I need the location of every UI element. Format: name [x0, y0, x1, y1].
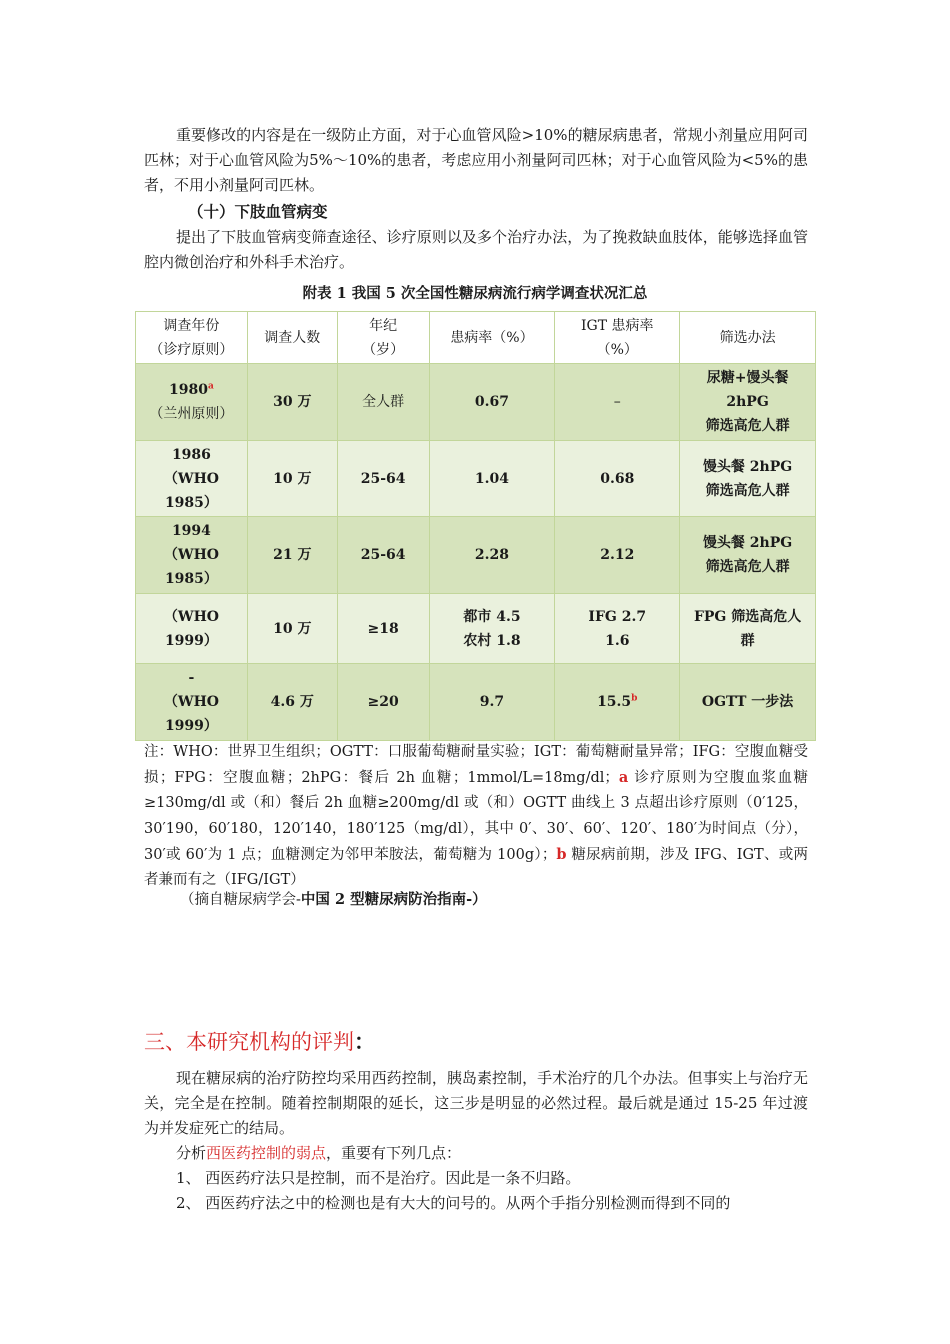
heading-lower-limb-vascular: （十）下肢血管病变: [188, 202, 328, 221]
note-mark-b: b: [556, 845, 567, 863]
section-title-evaluation: 三、本研究机构的评判：: [144, 1029, 375, 1054]
analysis-intro: 分析西医药控制的弱点，重要有下列几点：: [176, 1144, 462, 1162]
analysis-highlight: 西医药控制的弱点: [206, 1144, 327, 1162]
source-title: 中国 2 型糖尿病防治指南: [300, 891, 467, 908]
cell-year: 1994 （WHO 1985）: [136, 517, 248, 594]
header-prevalence: 患病率（%）: [429, 312, 555, 364]
table-note: [144, 740, 808, 893]
cell-igt: 0.68: [555, 441, 680, 517]
table-caption: 附表 1 我国 5 次全国性糖尿病流行病学调查状况汇总: [302, 285, 648, 302]
cell-prevalence: 都市 4.5 农村 1.8: [429, 594, 555, 664]
cell-age: 全人群: [337, 364, 429, 441]
cell-count: 30 万: [247, 364, 337, 441]
cell-method: OGTT 一步法: [680, 664, 816, 741]
cell-year: - （WHO 1999）: [136, 664, 248, 741]
table-header-row: [136, 312, 816, 364]
table-row: [136, 364, 816, 441]
table-row: [136, 664, 816, 741]
note-text: 注：WHO：世界卫生组织；OGTT：口服葡萄糖耐量实验；IGT：葡萄糖耐量异常；IFG：空腹血糖受损；FPG：空腹血糖；2hPG：餐后 2h 血糖；1mmol/L=18mg/dl；: [144, 744, 808, 787]
note-mark-a: a: [618, 769, 629, 787]
cell-year: （WHO 1999）: [136, 594, 248, 664]
header-age: 年纪 （岁）: [337, 312, 429, 364]
note-text: 糖尿病前期，涉及 IFG、IGT、或两者兼而有之（IFG/IGT）: [144, 846, 808, 889]
cell-count: 10 万: [247, 594, 337, 664]
paragraph-aspirin: 重要修改的内容是在一级防止方面，对于心血管风险>10%的糖尿病患者，常规小剂量应用阿司匹林；对于心血管风险为5%～10%的患者，考虑应用小剂量阿司匹林；对于心血管风险为<5%的患者，不用小剂量阿司匹林。: [144, 126, 808, 194]
survey-table: [135, 311, 816, 741]
source-citation: （摘自糖尿病学会-中国 2 型糖尿病防治指南-）: [180, 891, 487, 908]
note-text: 诊疗原则为空腹血浆血糖≥130mg/dl 或（和）餐后 2h 血糖≥200mg/dl 或（和）OGTT 曲线上 3 点超出诊疗原则（0′125，30′190，60′180，120′140，180′125（mg/dl），其中 0′、30′、60′、120′、180′为时间点（分），30′或 60′为 1 点；血糖测定为邻甲苯胺法，葡萄糖为 100g）；: [144, 770, 808, 863]
table-row: [136, 594, 816, 664]
cell-prevalence: 0.67: [429, 364, 555, 441]
paragraph-evaluation: 现在糖尿病的治疗防控均采用西药控制，胰岛素控制，手术治疗的几个办法。但事实上与治疗无关，完全是在控制。随着控制期限的延长，这三步是明显的必然过程。最后就是通过 15-25 年过渡为并发症死亡的结局。: [144, 1069, 808, 1137]
cell-age: 25-64: [337, 517, 429, 594]
table-row: [136, 517, 816, 594]
cell-year: 1980$^a$ （兰州原则）: [136, 364, 248, 441]
cell-igt: 2.12: [555, 517, 680, 594]
cell-year: 1986 （WHO 1985）: [136, 441, 248, 517]
paragraph-lower-limb: 提出了下肢血管病变筛查途径、诊疗原则以及多个治疗办法，为了挽救缺血肢体，能够选择血管腔内微创治疗和外科手术治疗。: [144, 228, 808, 271]
cell-igt: –: [555, 364, 680, 441]
cell-method: FPG 筛选高危人 群: [680, 594, 816, 664]
cell-count: 21 万: [247, 517, 337, 594]
table-row: [136, 441, 816, 517]
list-item: 2、 西医药疗法之中的检测也是有大大的问号的。从两个手指分别检测而得到不同的: [176, 1194, 731, 1212]
header-year: 调查年份 （诊疗原则）: [136, 312, 248, 364]
list-item: 1、 西医药疗法只是控制，而不是治疗。因此是一条不归路。: [176, 1169, 581, 1187]
cell-method: 馒头餐 2hPG 筛选高危人群: [680, 441, 816, 517]
cell-igt: IFG 2.7 1.6: [555, 594, 680, 664]
cell-age: ≥18: [337, 594, 429, 664]
header-igt: IGT 患病率 （%）: [555, 312, 680, 364]
cell-igt: 15.5$^b$: [555, 664, 680, 741]
cell-count: 10 万: [247, 441, 337, 517]
header-count: 调查人数: [247, 312, 337, 364]
cell-prevalence: 1.04: [429, 441, 555, 517]
cell-prevalence: 9.7: [429, 664, 555, 741]
cell-method: 馒头餐 2hPG 筛选高危人群: [680, 517, 816, 594]
cell-prevalence: 2.28: [429, 517, 555, 594]
cell-age: 25-64: [337, 441, 429, 517]
header-method: 筛选办法: [680, 312, 816, 364]
cell-count: 4.6 万: [247, 664, 337, 741]
cell-age: ≥20: [337, 664, 429, 741]
cell-method: 尿糖+馒头餐 2hPG 筛选高危人群: [680, 364, 816, 441]
